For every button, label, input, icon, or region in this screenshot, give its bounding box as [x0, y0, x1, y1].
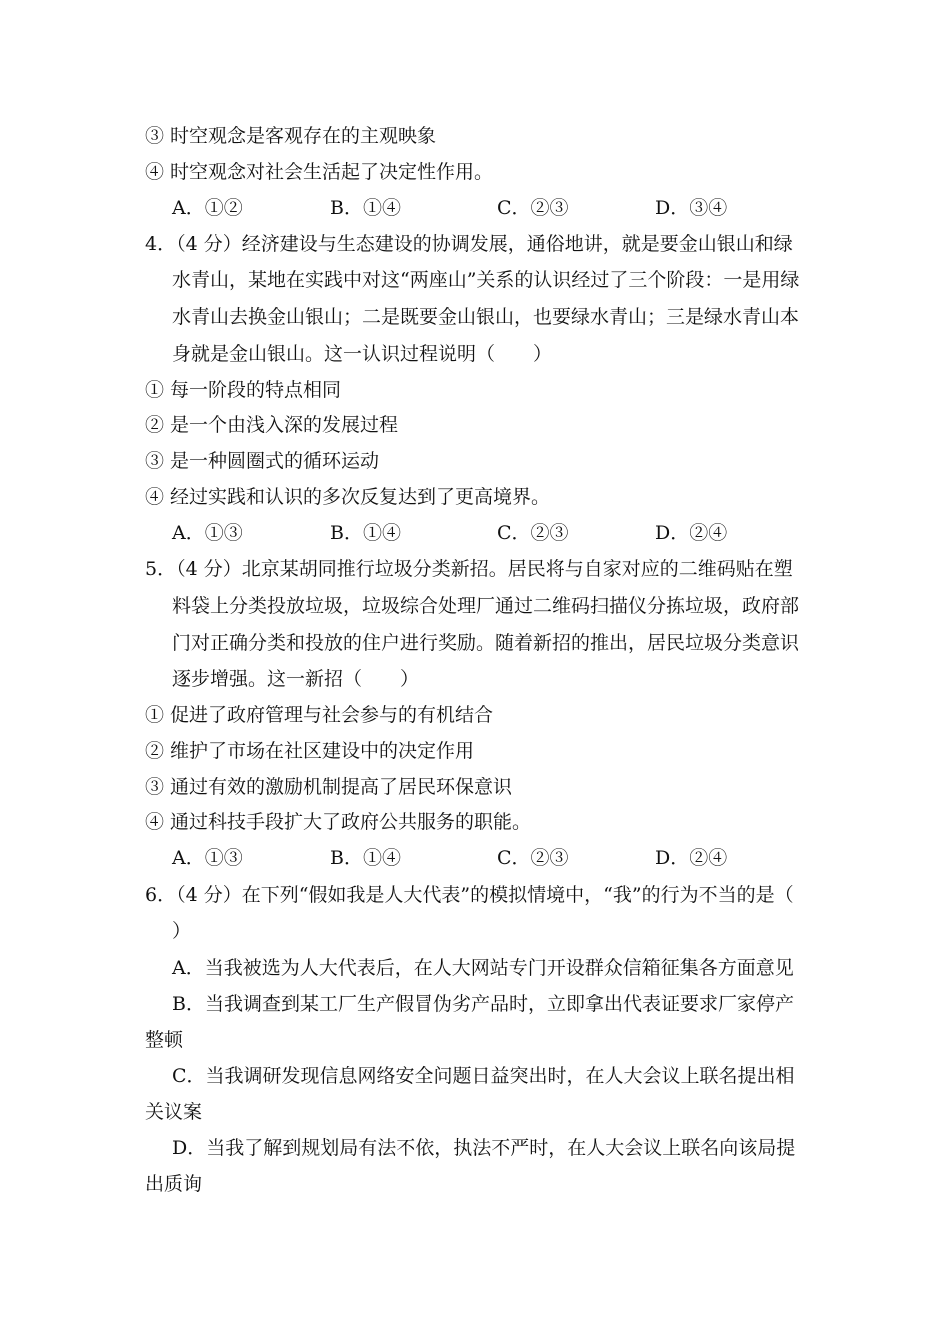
- q4-option-a: A．①③: [172, 522, 243, 544]
- q6-stem-line-1: 6．（4 分）在下列“假如我是人大代表”的模拟情境中，“我”的行为不当的是（: [145, 884, 794, 906]
- q5-option-d: D．②④: [655, 847, 728, 869]
- q4-option-c: C．②③: [497, 522, 569, 544]
- q6-option-b-line-2: 整顿: [145, 1029, 184, 1051]
- q4-statement-3: ③ 是一种圆圈式的循环运动: [145, 450, 380, 472]
- q4-option-b: B．①④: [330, 522, 401, 544]
- q4-stem-line-2: 水青山，某地在实践中对这“两座山”关系的认识经过了三个阶段：一是用绿: [172, 269, 800, 291]
- q4-stem-line-3: 水青山去换金山银山；二是既要金山银山，也要绿水青山；三是绿水青山本: [172, 306, 800, 328]
- q3-statement-3: ③ 时空观念是客观存在的主观映象: [145, 125, 437, 147]
- q6-option-c-line-1: C．当我调研发现信息网络安全问题日益突出时，在人大会议上联名提出相: [172, 1065, 795, 1087]
- q5-stem-line-1: 5．（4 分）北京某胡同推行垃圾分类新招。居民将与自家对应的二维码贴在塑: [145, 558, 793, 580]
- q5-statement-2: ② 维护了市场在社区建设中的决定作用: [145, 740, 475, 762]
- q6-stem-line-2: ）: [172, 920, 192, 942]
- q3-option-d: D．③④: [655, 197, 728, 219]
- q4-stem-line-1: 4．（4 分）经济建设与生态建设的协调发展，通俗地讲，就是要金山银山和绿: [145, 233, 793, 255]
- q5-option-c: C．②③: [497, 847, 569, 869]
- q4-stem-line-4: 身就是金山银山。这一认识过程说明（ ）: [172, 343, 553, 365]
- q6-option-b-line-1: B．当我调查到某工厂生产假冒伪劣产品时，立即拿出代表证要求厂家停产: [172, 993, 794, 1015]
- q6-option-d-line-2: 出质询: [145, 1173, 203, 1195]
- q5-stem-line-2: 料袋上分类投放垃圾，垃圾综合处理厂通过二维码扫描仪分拣垃圾，政府部: [172, 595, 800, 617]
- q5-statement-3: ③ 通过有效的激励机制提高了居民环保意识: [145, 776, 513, 798]
- q3-statement-4: ④ 时空观念对社会生活起了决定性作用。: [145, 161, 494, 183]
- q4-option-d: D．②④: [655, 522, 728, 544]
- q6-option-d-line-1: D．当我了解到规划局有法不依，执法不严时，在人大会议上联名向该局提: [172, 1137, 796, 1159]
- q6-option-c-line-2: 关议案: [145, 1101, 203, 1123]
- q5-option-a: A．①③: [172, 847, 243, 869]
- q5-stem-line-4: 逐步增强。这一新招（ ）: [172, 668, 420, 690]
- q5-statement-1: ① 促进了政府管理与社会参与的有机结合: [145, 704, 494, 726]
- q3-option-a: A．①②: [172, 197, 243, 219]
- q4-statement-1: ① 每一阶段的特点相同: [145, 379, 342, 401]
- q4-statement-4: ④ 经过实践和认识的多次反复达到了更高境界。: [145, 486, 551, 508]
- q5-statement-4: ④ 通过科技手段扩大了政府公共服务的职能。: [145, 811, 532, 833]
- q3-option-b: B．①④: [330, 197, 401, 219]
- q3-option-c: C．②③: [497, 197, 569, 219]
- q5-option-b: B．①④: [330, 847, 401, 869]
- q5-stem-line-3: 门对正确分类和投放的住户进行奖励。随着新招的推出，居民垃圾分类意识: [172, 632, 800, 654]
- q6-option-a: A．当我被选为人大代表后，在人大网站专门开设群众信箱征集各方面意见: [172, 957, 794, 979]
- q4-statement-2: ② 是一个由浅入深的发展过程: [145, 414, 399, 436]
